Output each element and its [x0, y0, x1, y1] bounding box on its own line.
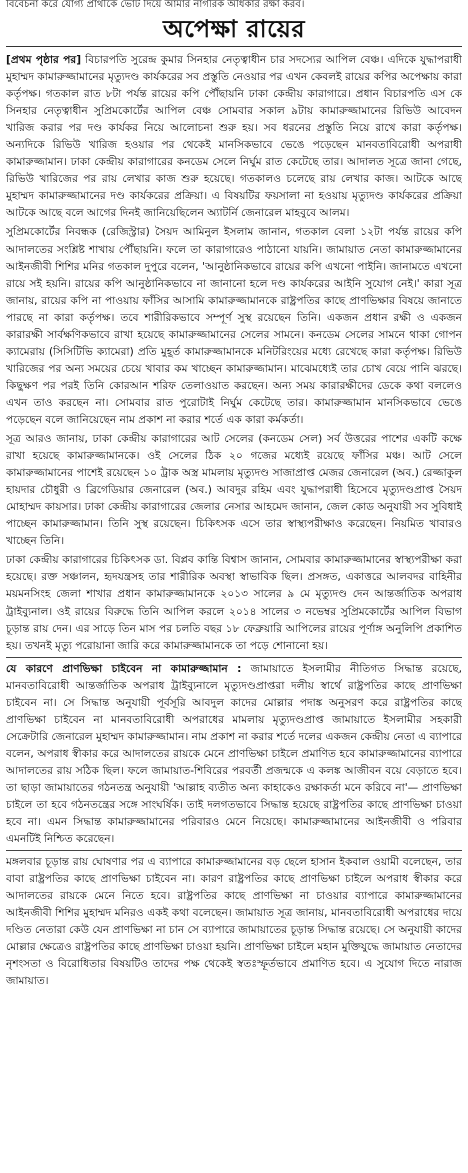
headline-divider	[6, 46, 462, 47]
article-paragraph: সুপ্রিমকোর্টের নিবন্ধক (রেজিস্ট্রার) সৈয়দ আমিনুল ইসলাম জানান, গতকাল বেলা ১২টা পর্যন্ত রায়ের কপি আদালতের সংশ্লিষ্ট শাখায় পৌঁছায়নি। ফলে তা কারাগারেও পাঠানো যায়নি। জামায়াত নেতা কামারুজ্জামানের আইনজীবী শিশির মনির গতকাল দুপুরে বলেন, 'আনুষ্ঠানিকভাবে রায়ের কপি এখনো পাইনি। জানামতে এখনো রায়ে সই হয়নি। রায়ের কপি আনুষ্ঠানিকভাবে না জানানো হলে দণ্ড কার্যকরের আইনি সুযোগ নেই।' কারা সূত্র জানায়, রায়ের কপি না পাওয়ায় ফাঁসির আসামি কামারুজ্জামানকে রাষ্ট্রপতির কাছে প্রাণভিক্ষার বিষয়ে জানাতে পারছে না কারা কর্তৃপক্ষ। তবে শারীরিকভাবে সম্পূর্ণ সুস্থ রয়েছেন তিনি। একজন প্রধান রক্ষী ও একজন কারারক্ষী সার্বক্ষণিকভাবে রাখা হয়েছে কামারুজ্জামানের সেলের সামনে। কনডেম সেলের সামনে থাকা গোপন ক্যামেরায় (সিসিটিভি ক্যামেরা) প্রতি মুহূর্ত কামারুজ্জামানকে মনিটরিংয়ের মধ্যে রেখেছে কারা কর্তৃপক্ষ। রিভিউ খারিজের পর অন্য সময়ের চেয়ে খাবার কম খাচ্ছেন কামারুজ্জামান। মাঝেমধ্যেই তার চোখ বেয়ে পানি ঝরছে। কিছুক্ষণ পর পরই তিনি কোরআন শরিফ তেলাওয়াত করছেন। অন্য সময় কারারক্ষীদের ডেকে কথা বললেও এখন তাও করছেন না। সোমবার রাত পুরোটাই নির্ঘুম কেটেছে তার। কামারুজ্জামান মানসিকভাবে ভেঙে পড়েছেন বলে জানিয়েছেন নাম প্রকাশ না করার শর্তে এক কারা কর্মকর্তা।	[6, 226, 462, 426]
article-paragraph: সূত্র আরও জানায়, ঢাকা কেন্দ্রীয় কারাগারের আট সেলের (কনডেম সেল) সর্ব উত্তরের পাশের একটি কক্ষে রাখা হয়েছে কামারুজ্জামানকে। ওই সেলের ঠিক ২০ গজের মধ্যেই রয়েছে ফাঁসির মঞ্চ। আট সেলে কামারুজ্জামানের পাশেই রয়েছেন ১০ ট্রাক অস্ত্র মামলায় মৃত্যুদণ্ড সাজাপ্রাপ্ত মেজর জেনারেল (অব.) রেজ্জাকুল হায়দার চৌধুরী ও ব্রিগেডিয়ার জেনারেল (অব.) আবদুর রহিম এবং যুদ্ধাপরাধী হিসেবে মৃত্যুদণ্ডপ্রাপ্ত সৈয়দ মোহাম্মদ কায়সার। ঢাকা কেন্দ্রীয় কারাগারের জেলার নেসার আহমেদ জানান, জেল কোড অনুযায়ী সব সুবিধাই পাচ্ছেন কামারুজ্জামান। তিনি সুস্থ রয়েছেন। চিকিৎসক এসে তার স্বাস্থ্যপরীক্ষাও করেছেন। নিয়মিত খাবারও খাচ্ছেন তিনি।	[6, 433, 462, 548]
article-paragraph	[6, 661, 462, 849]
article-body	[6, 52, 462, 1171]
article-paragraph: মঙ্গলবার চূড়ান্ত রায় ঘোষণার পর এ ব্যাপারে কামারুজ্জামানের বড় ছেলে হাসান ইকবাল ওয়ামী বলেছেন, তার বাবা রাষ্ট্রপতির কাছে প্রাণভিক্ষা চাইবেন না। কারণ রাষ্ট্রপতির কাছে প্রাণভিক্ষা চাইলে অপরাধ স্বীকার করে আদালতের রায়কে মেনে নিতে হবে। রাষ্ট্রপতির কাছে প্রাণভিক্ষা না চাওয়ার ব্যাপারে কামারুজ্জামানের আইনজীবী শিশির মুহাম্মদ মনিরও একই কথা বলেছেন। জামায়াত সূত্র জানায়, মানবতাবিরোধী অপরাধের দায়ে দণ্ডিত নেতারা কেউ যেন প্রাণভিক্ষা না চান সে ব্যাপারে জামায়াতের চূড়ান্ত সিদ্ধান্ত রয়েছে। সে অনুযায়ী কাদের মোল্লার ক্ষেত্রেও রাষ্ট্রপতির কাছে প্রাণভিক্ষা চাওয়া হয়নি। প্রাণভিক্ষা চাইলে মহান মুক্তিযুদ্ধে জামায়াত নেতাদের নৃশংসতা ও বিরোধিতার বিষয়টিও তাদের পক্ষ থেকেই স্বতঃস্ফূর্তভাবে প্রমাণিত হবে। এ সুযোগ দিতে নারাজ জামায়াত।	[6, 856, 462, 988]
paragraph-text: জামায়াতে ইসলামীর নীতিগত সিদ্ধান্ত রয়েছে, মানবতাবিরোধী আন্তর্জাতিক অপরাধ ট্রাইব্যুনালে মৃত্যুদণ্ডপ্রাপ্তরা দলীয় স্বার্থে রাষ্ট্রপতির কাছে প্রাণভিক্ষা চাইবেন না। সে সিদ্ধান্ত অনুযায়ী পূর্বসূরি আবদুল কাদের মোল্লার পদাঙ্ক অনুসরণ করে রাষ্ট্রপতির কাছে প্রাণভিক্ষা চাইবেন না মানবতাবিরোধী অপরাধের মামলায় মৃত্যুদণ্ডপ্রাপ্ত জামায়াতে ইসলামীর সহকারী সেক্রেটারি জেনারেল মুহাম্মদ কামারুজ্জামান। নাম প্রকাশ না করার শর্তে দলের একজন কেন্দ্রীয় নেতা এ ব্যাপারে বলেন, অপরাধ স্বীকার করে আদালতের রায়কে মেনে প্রাণভিক্ষা চাইলে প্রমাণিত হবে কামারুজ্জামানের ব্যাপারে আদালতের রায় সঠিক ছিল। ফলে জামায়াত-শিবিরের পরবর্তী প্রজন্মকে এ কলঙ্ক আজীবন বয়ে বেড়াতে হবে। তা ছাড়া জামায়াতের গঠনতন্ত্র অনুযায়ী 'আল্লাহ ব্যতীত অন্য কাহাকেও রক্ষাকর্তা মনে করিবে না'— প্রাণভিক্ষা চাইলে তা হবে গঠনতন্ত্রের সঙ্গে সাংঘর্ষিক। তাই দলগতভাবে সিদ্ধান্ত হয়েছে রাষ্ট্রপতির কাছে প্রাণভিক্ষা চাওয়া হবে না। এমন সিদ্ধান্ত কামারুজ্জামানের পরিবারও মেনে নিয়েছে। কামারুজ্জামানের আইনজীবী ও পরিবার এমনটিই নিশ্চিত করেছেন।	[6, 662, 462, 846]
section-divider	[6, 657, 462, 658]
article-paragraph: ঢাকা কেন্দ্রীয় কারাগারের চিকিৎসক ডা. বিপ্লব কান্তি বিশ্বাস জানান, সোমবার কামারুজ্জামানের স্বাস্থ্যপরীক্ষা করা হয়েছে। রক্ত সঞ্চালন, হৃদযন্ত্রসহ তার শারীরিক অবস্থা স্বাভাবিক ছিল। প্রসঙ্গত, একাত্তরে আলবদর বাহিনীর ময়মনসিংহ জেলা শাখার প্রধান কামারুজ্জামানকে ২০১৩ সালের ৯ মে মৃত্যুদণ্ড দেন আন্তর্জাতিক অপরাধ ট্রাইব্যুনাল। ওই রায়ের বিরুদ্ধে তিনি আপিল করলে ২০১৪ সালের ৩ নভেম্বর সুপ্রিমকোর্টের আপিল বিভাগ চূড়ান্ত রায় দেন। এর সাড়ে তিন মাস পর চলতি বছর ১৮ ফেব্রুয়ারি আপিলের রায়ের পূর্ণাঙ্গ অনুলিপি প্রকাশিত হয়। তখনই মৃত্যু পরোয়ানা জারি করে কামারুজ্জামানকে তা পড়ে শোনানো হয়।	[6, 554, 462, 652]
paragraph-text: বিচারপতি সুরেন্দ্র কুমার সিনহার নেতৃত্বাধীন চার সদস্যের আপিল বেঞ্চ। এদিকে যুদ্ধাপরাধী মুহাম্মদ কামারুজ্জামানের মৃত্যুদণ্ড কার্যকরের সব প্রস্তুতি নেওয়ার পর এখন কেবলই রায়ের কপির অপেক্ষায় কারা কর্তৃপক্ষ। গতকাল রাত ৮টা পর্যন্ত রায়ের কপি পৌঁছায়নি ঢাকা কেন্দ্রীয় কারাগারে। প্রধান বিচারপতি এস কে সিনহার নেতৃত্বাধীন সুপ্রিমকোর্টের আপিল বেঞ্চ সোমবার সকাল ৯টায় কামারুজ্জামানের রিভিউ আবেদন খারিজ করার পর দণ্ড কার্যকর নিয়ে আলোচনা শুরু হয়। সব ধরনের প্রস্তুতি নিয়ে রাখে কারা কর্তৃপক্ষ। অন্যদিকে রিভিউ খারিজ হওয়ার পর থেকেই মানসিকভাবে ভেঙে পড়েছেন মানবতাবিরোধী অপরাধী কামারুজ্জামান। ঢাকা কেন্দ্রীয় কারাগারের কনডেম সেলে নির্ঘুম রাত কেটেছে তার। আদালত সূত্রে জানা গেছে, রিভিউ খারিজের পর রায় লেখার কাজ শুরু হয়েছে। গতকালও চলেছে রায় লেখার কাজ। আটকে আছে মুহাম্মদ কামারুজ্জামানের দণ্ড কার্যকরের প্রক্রিয়া। এ বিষয়টির ফয়সালা না হওয়ায় মৃত্যুদণ্ড কার্যকরের প্রক্রিয়া আটকে আছে বলে আগের দিনই জানিয়েছিলেন অ্যাটর্নি জেনারেল মাহবুবে আলম।	[6, 54, 462, 220]
section-subhead: যে কারণে প্রাণভিক্ষা চাইবেন না কামারুজ্জামান :	[6, 662, 242, 675]
section-divider	[6, 850, 462, 851]
previous-article-fragment: বিবেচনা করে যোগ্য প্রার্থীকে ভোট দিয়ে আমার নাগরিক অধিকার রক্ষা করব।	[6, 0, 305, 10]
article-paragraph	[6, 52, 462, 222]
article-headline: অপেক্ষা রায়ের	[162, 15, 306, 43]
continuation-tag: [প্রথম পৃষ্ঠার পর]	[6, 54, 82, 66]
